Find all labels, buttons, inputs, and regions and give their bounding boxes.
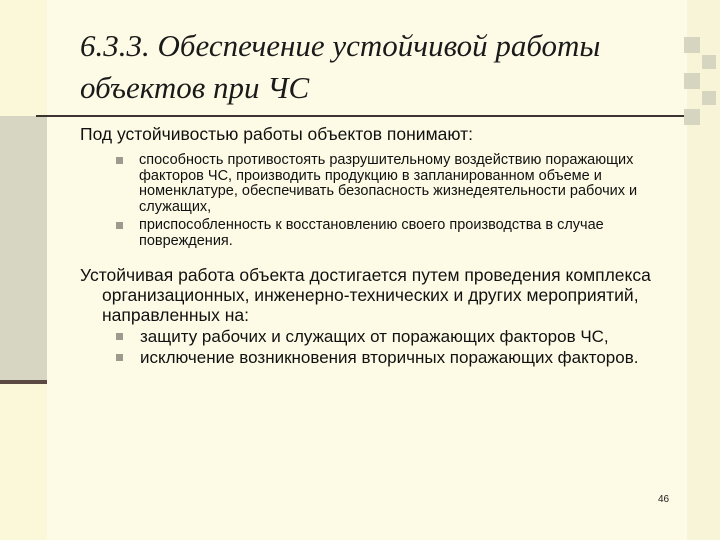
list-item [116,327,680,346]
list-item [116,348,680,367]
slide-content [80,124,680,369]
square-bullet-icon [116,354,123,361]
square-bullet-icon [116,157,123,164]
title-divider [36,115,684,117]
list-item [116,218,680,249]
decor-square [702,55,716,69]
decor-square [684,109,700,125]
list-item-text: исключение возникновения вторичных поражающих факторов. [140,348,639,367]
decor-square [684,73,700,89]
square-bullet-icon [116,333,123,340]
left-accent-line [0,380,47,384]
list-item-text: защиту рабочих и служащих от поражающих факторов ЧС, [140,327,609,346]
left-accent-bar [0,116,47,384]
slide-title: 6.3.3. Обеспечение устойчивой работы объектов при ЧС [80,28,601,105]
intro-text: Под устойчивостью работы объектов понимают: [80,124,473,144]
decor-square [702,91,716,105]
list-item-text: приспособленность к восстановлению своего производства в случае повреждения. [139,217,604,249]
list-item-text: способность противостоять разрушительному воздействию поражающих факторов ЧС, производить продукцию в запланированном объеме и номенклатуре, обеспечивать безопасность жизнедеятельности рабочих и служащих, [139,152,638,215]
list-item [116,153,680,215]
square-bullet-icon [116,222,123,229]
stability-list [80,153,680,249]
measures-text: Устойчивая работа объекта достигается путем проведения комплекса организационных, инженерно-технических и других мероприятий, направленных на: [80,265,651,325]
decor-square [684,37,700,53]
measures-list [80,327,680,367]
page-number: 46 [658,494,670,505]
